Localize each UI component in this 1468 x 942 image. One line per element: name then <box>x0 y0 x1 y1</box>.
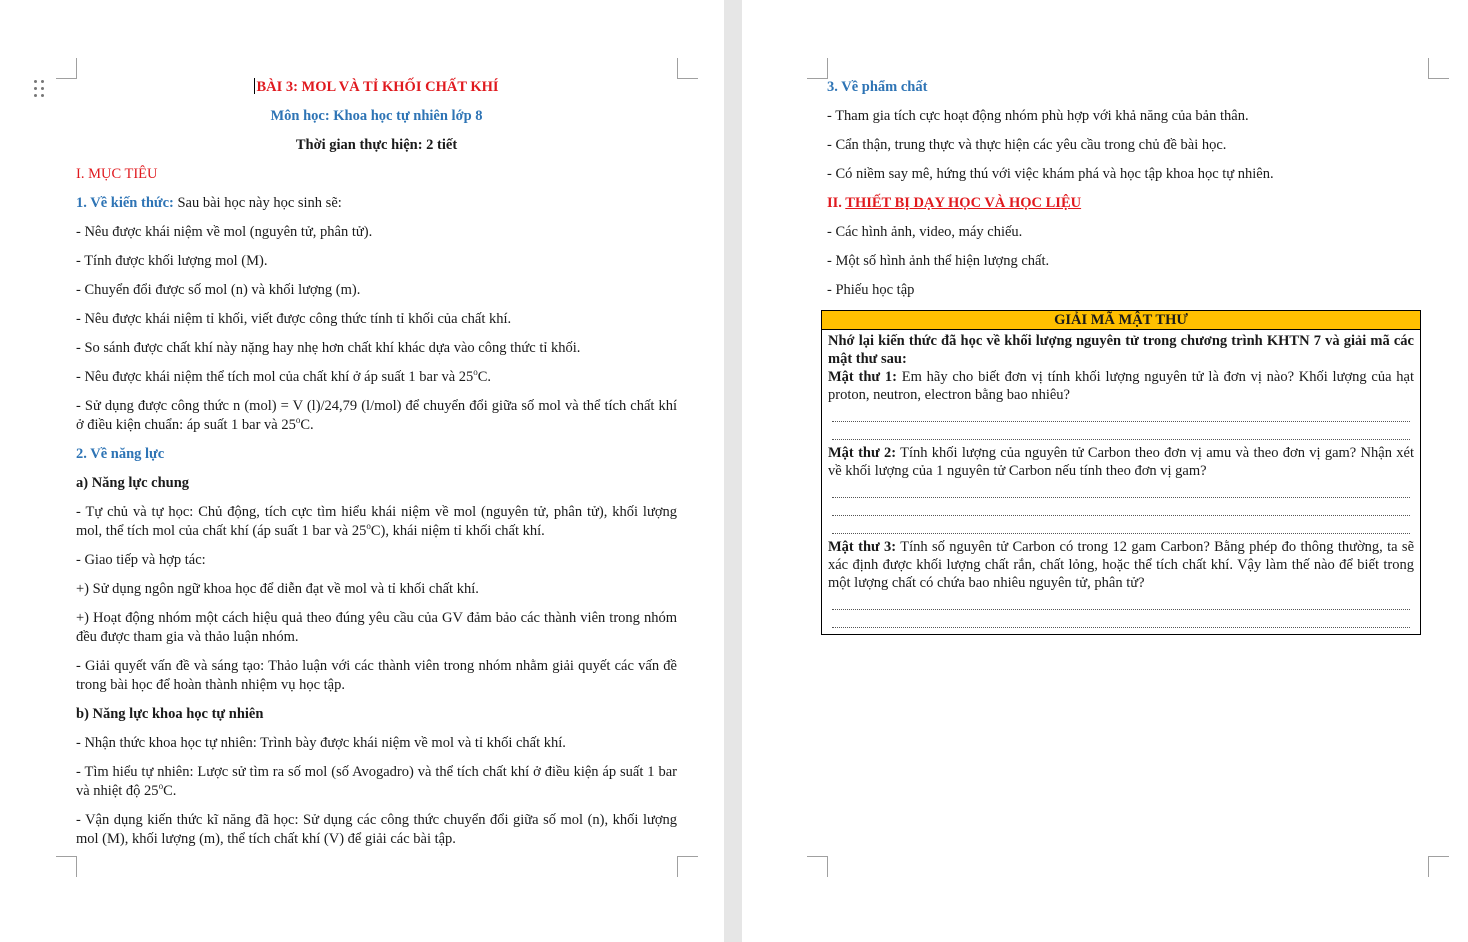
answer-line[interactable] <box>832 516 1410 534</box>
celsius-end: C. <box>163 783 177 799</box>
margin-mark-bottom-right <box>677 856 698 877</box>
quality-item: - Cẩn thận, trung thực và thực hiện các yêu cầu trong chủ đề bài học. <box>827 137 1227 153</box>
answer-line[interactable] <box>832 498 1410 516</box>
science-item: - Nhận thức khoa học tự nhiên: Trình bày được khái niệm về mol và tỉ khối chất khí. <box>76 735 566 751</box>
degree-sup: o <box>158 781 164 792</box>
document-page-2 <box>742 0 1468 942</box>
margin-mark-bottom-right <box>1428 856 1449 877</box>
general-item: +) Sử dụng ngôn ngữ khoa học để diễn đạt về mol và tỉ khối chất khí. <box>76 581 479 597</box>
knowledge-item: - Nêu được khái niệm về mol (nguyên tử, phân tử). <box>76 224 373 240</box>
margin-mark-bottom-left <box>56 856 77 877</box>
question-text: Em hãy cho biết đơn vị tính khối lượng nguyên tử là đơn vị nào? Khối lượng của hạt proton, neutron, electron bằng bao nhiêu? <box>828 369 1414 403</box>
answer-line[interactable] <box>832 404 1410 422</box>
question-text: Tính khối lượng của nguyên tử Carbon theo đơn vị amu và theo đơn vị gam? Nhận xét về khối lượng của 1 nguyên tử Carbon nếu tính theo đơn vị gam? <box>828 445 1414 479</box>
worksheet-title: GIẢI MÃ MẬT THƯ <box>822 311 1420 330</box>
answer-line[interactable] <box>832 422 1410 440</box>
question-label: Mật thư 1: <box>828 369 897 385</box>
formula-text: - Sử dụng được công thức n (mol) = V (l)/24,79 (l/mol) để chuyển đổi giữa số mol và thể tích chất khí ở điều kiện chuẩn: áp suất 1 bar và 25 <box>76 398 677 433</box>
degree-sup: o <box>366 521 371 532</box>
degree-sup: o <box>473 367 478 378</box>
margin-mark-top-right <box>677 58 698 79</box>
margin-mark-bottom-left <box>807 856 828 877</box>
knowledge-intro <box>76 194 677 213</box>
molar-volume-text: - Nêu được khái niệm thể tích mol của chất khí ở áp suất 1 bar và 25 <box>76 369 474 385</box>
knowledge-item: - Chuyển đổi được số mol (n) và khối lượng (m). <box>76 282 361 298</box>
general-competence-heading: a) Năng lực chung <box>76 475 190 491</box>
question-label: Mật thư 2: <box>828 445 897 461</box>
self-study-item <box>76 503 677 541</box>
knowledge-intro-text: Sau bài học này học sinh sẽ: <box>173 195 342 211</box>
lesson-title-text: BÀI 3: MOL VÀ TỈ KHỐI CHẤT KHÍ <box>256 79 499 95</box>
worksheet-question-1 <box>828 368 1414 404</box>
page-1-body <box>76 78 677 859</box>
self-study-text: - Tự chủ và tự học: Chủ động, tích cực tìm hiểu khái niệm về mol (nguyên tử, phân tử), khối lượng mol, thể tích mol của chất khí (áp suất 1 bar và 25 <box>76 504 677 539</box>
science-item-text: - Tìm hiểu tự nhiên: Lược sử tìm ra số mol (số Avogadro) và thể tích chất khí ở điều kiện áp suất 1 bar và nhiệt độ 25 <box>76 764 677 799</box>
worksheet-table <box>821 310 1421 635</box>
degree-sup: o <box>295 415 301 426</box>
science-item <box>76 763 677 801</box>
question-label: Mật thư 3: <box>828 539 897 555</box>
section-2-prefix: II. <box>827 195 846 211</box>
equipment-item: - Các hình ảnh, video, máy chiếu. <box>827 224 1023 240</box>
duration-line: Thời gian thực hiện: 2 tiết <box>295 137 458 153</box>
self-study-text-end: C), khái niệm tỉ khối chất khí. <box>370 523 545 539</box>
celsius-end: C. <box>477 369 492 385</box>
general-item: +) Hoạt động nhóm một cách hiệu quả theo đúng yêu cầu của GV đảm bảo các thành viên trong nhóm đều được tham gia và thảo luận nhóm. <box>76 610 677 645</box>
competence-heading: 2. Về năng lực <box>76 446 165 462</box>
knowledge-item-formula <box>76 397 677 435</box>
equipment-item: - Một số hình ảnh thể hiện lượng chất. <box>827 253 1050 269</box>
section-2-title: THIẾT BỊ DẠY HỌC VÀ HỌC LIỆU <box>845 195 1082 211</box>
science-competence-heading: b) Năng lực khoa học tự nhiên <box>76 706 264 722</box>
worksheet-question-2 <box>828 444 1414 480</box>
section-1-heading: I. MỤC TIÊU <box>76 166 158 182</box>
knowledge-item: - Tính được khối lượng mol (M). <box>76 253 268 269</box>
equipment-item: - Phiếu học tập <box>827 282 915 298</box>
celsius-end: C. <box>300 417 314 433</box>
worksheet-intro: Nhớ lại kiến thức đã học về khối lượng nguyên tử trong chương trình KHTN 7 và giải mã các mật thư sau: <box>828 333 1414 367</box>
section-2-heading <box>827 194 1421 213</box>
page-2-body <box>827 78 1421 310</box>
answer-line[interactable] <box>832 610 1410 628</box>
subject-line: Môn học: Khoa học tự nhiên lớp 8 <box>270 108 483 124</box>
document-page-1 <box>0 0 724 942</box>
worksheet-question-3 <box>828 538 1414 592</box>
knowledge-heading: 1. Về kiến thức: <box>76 195 174 211</box>
knowledge-item-molar-volume <box>76 368 677 387</box>
margin-mark-top-left <box>56 58 77 79</box>
science-item: - Vận dụng kiến thức kĩ năng đã học: Sử dụng các công thức chuyển đổi giữa số mol (n), khối lượng mol (M), khối lượng (m), thể tích chất khí (V) để giải các bài tập. <box>76 812 677 847</box>
question-text: Tính số nguyên tử Carbon có trong 12 gam Carbon? Bằng phép đo thông thường, ta sẽ xác định được khối lượng chất rắn, chất lỏng, hoặc thể tích chất khí. Vậy làm thế nào để biết trong một lượng chất có chứa bao nhiêu nguyên tử, phân tử? <box>828 539 1415 591</box>
margin-mark-top-left <box>807 58 828 79</box>
lesson-title[interactable] <box>76 78 677 97</box>
answer-line[interactable] <box>832 592 1410 610</box>
knowledge-item: - Nêu được khái niệm tỉ khối, viết được công thức tính tỉ khối của chất khí. <box>76 311 512 327</box>
margin-mark-top-right <box>1428 58 1449 79</box>
drag-handle-icon[interactable] <box>34 80 46 98</box>
quality-heading: 3. Về phẩm chất <box>827 79 928 95</box>
answer-line[interactable] <box>832 480 1410 498</box>
general-item: - Giao tiếp và hợp tác: <box>76 552 206 568</box>
general-item: - Giải quyết vấn đề và sáng tạo: Thảo luận với các thành viên trong nhóm nhằm giải quyết các vấn đề trong bài học để hoàn thành nhiệm vụ học tập. <box>76 658 677 693</box>
quality-item: - Tham gia tích cực hoạt động nhóm phù hợp với khả năng của bản thân. <box>827 108 1249 124</box>
worksheet-body <box>822 330 1420 634</box>
knowledge-item: - So sánh được chất khí này nặng hay nhẹ hơn chất khí khác dựa vào công thức tỉ khối. <box>76 340 581 356</box>
quality-item: - Có niềm say mê, hứng thú với việc khám phá và học tập khoa học tự nhiên. <box>827 166 1274 182</box>
